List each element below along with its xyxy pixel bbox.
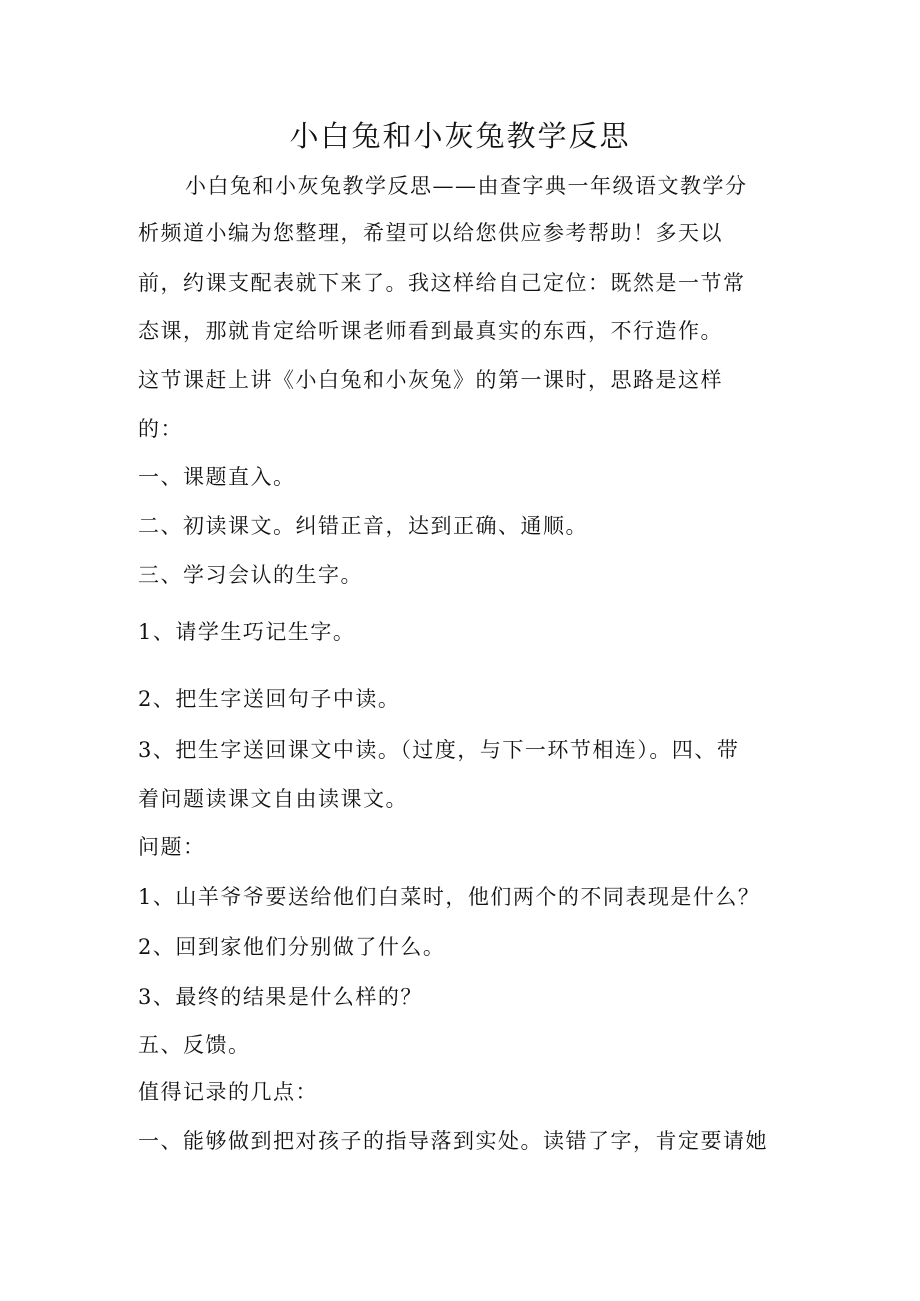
list-item: 五、反馈。 <box>138 1033 251 1057</box>
paragraph-line: 析频道小编为您整理，希望可以给您供应参考帮助！多天以 <box>138 221 723 245</box>
document-title: 小白兔和小灰兔教学反思 <box>289 119 631 153</box>
list-item: 一、课题直入。 <box>138 465 296 489</box>
list-item: 三、学习会认的生字。 <box>138 563 363 587</box>
paragraph-line: 态课，那就肯定给听课老师看到最真实的东西，不行造作。 <box>138 319 723 343</box>
paragraph-line: 小白兔和小灰兔教学反思——由查字典一年级语文教学分 <box>185 174 748 198</box>
list-item: 1、山羊爷爷要送给他们白菜时，他们两个的不同表现是什么？ <box>138 885 761 909</box>
section-heading: 问题： <box>138 835 206 859</box>
list-item: 2、把生字送回句子中读。 <box>138 687 401 711</box>
paragraph-line: 这节课赶上讲《小白兔和小灰兔》的第一课时，思路是这样 <box>138 368 723 392</box>
paragraph-line: 的： <box>138 417 183 441</box>
list-item: 一、能够做到把对孩子的指导落到实处。读错了字，肯定要请她 <box>138 1129 768 1153</box>
section-heading: 值得记录的几点： <box>138 1080 318 1104</box>
list-item: 3、把生字送回课文中读。（过度，与下一环节相连）。四、带 <box>138 738 740 762</box>
list-item: 3、最终的结果是什么样的？ <box>138 985 423 1009</box>
list-item: 1、请学生巧记生字。 <box>138 620 356 644</box>
paragraph-line: 前，约课支配表就下来了。我这样给自己定位：既然是一节常 <box>138 271 746 295</box>
list-item: 着问题读课文自由读课文。 <box>138 787 408 811</box>
list-item: 二、初读课文。纠错正音，达到正确、通顺。 <box>138 514 588 538</box>
list-item: 2、回到家他们分别做了什么。 <box>138 935 446 959</box>
